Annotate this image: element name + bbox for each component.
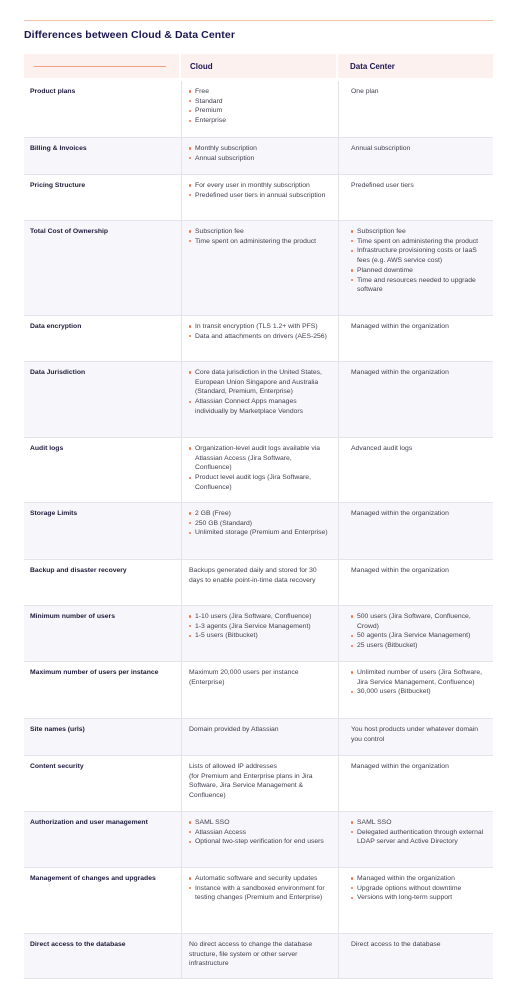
list-item: Product level audit logs (Jira Software, Confluence) — [189, 473, 330, 492]
bullet-list — [351, 874, 485, 903]
list-item: 1-10 users (Jira Software, Confluence) — [189, 612, 330, 622]
list-item: Planned downtime — [351, 266, 485, 276]
cloud-cell — [181, 606, 338, 661]
list-item: Standard — [189, 97, 330, 107]
table-row — [24, 662, 493, 719]
row-label: Maximum number of users per instance — [30, 669, 159, 676]
table-row — [24, 756, 493, 812]
cloud-cell — [181, 138, 338, 174]
data-center-cell — [338, 606, 493, 661]
header-feature-cell — [24, 54, 179, 78]
table-row — [24, 719, 493, 756]
top-divider — [24, 20, 493, 21]
list-item: 1-3 agents (Jira Service Management) — [189, 622, 330, 632]
table-row — [24, 362, 493, 438]
list-item: 2 GB (Free) — [189, 509, 330, 519]
table-header — [24, 54, 493, 78]
list-item: In transit encryption (TLS 1.2+ with PFS) — [189, 322, 330, 332]
cloud-cell — [181, 438, 338, 502]
list-item: Subscription fee — [351, 227, 485, 237]
cloud-cell — [181, 221, 338, 315]
list-item: 250 GB (Standard) — [189, 519, 330, 529]
list-item: 30,000 users (Bitbucket) — [351, 687, 485, 697]
data-center-cell — [338, 812, 493, 867]
bullet-list — [189, 144, 330, 163]
list-item: Core data jurisdiction in the United States, European Union Singapore and Australia (Standard, Premium, Enterprise) — [189, 368, 330, 397]
row-label: Authorization and user management — [30, 819, 148, 826]
list-item: Annual subscription — [189, 154, 330, 164]
header-cloud: Cloud — [181, 54, 336, 78]
data-center-cell: Direct access to the database — [338, 934, 493, 978]
table-row — [24, 316, 493, 362]
list-item: Data and attachments on drivers (AES-256) — [189, 332, 330, 342]
list-item: Organization-level audit logs available via Atlassian Access (Jira Software, Confluence) — [189, 444, 330, 473]
cloud-cell — [181, 316, 338, 361]
bullet-list — [351, 612, 485, 651]
cloud-cell: Lists of allowed IP addresses (for Premium and Enterprise plans in Jira Software, Jira Service Management & Confluence) — [181, 756, 338, 811]
comparison-table — [24, 54, 493, 979]
cloud-cell: Maximum 20,000 users per instance (Enterprise) — [181, 662, 338, 718]
row-label: Site names (urls) — [30, 726, 85, 733]
table-row — [24, 934, 493, 979]
table-row — [24, 560, 493, 606]
cloud-cell — [181, 503, 338, 559]
list-item: Infrastructure provisioning costs or IaaS fees (e.g. AWS service cost) — [351, 246, 485, 265]
cloud-cell — [181, 175, 338, 220]
bullet-list — [189, 818, 330, 847]
list-item: Atlassian Connect Apps manages individually by Marketplace Vendors — [189, 397, 330, 416]
list-item: Optional two-step verification for end users — [189, 837, 330, 847]
header-accent-line — [34, 66, 166, 67]
bullet-list — [351, 668, 485, 697]
list-item: Versions with long-term support — [351, 893, 485, 903]
row-label: Minimum number of users — [30, 613, 115, 620]
row-label: Content security — [30, 763, 84, 770]
bullet-list — [351, 818, 485, 847]
data-center-cell: Managed within the organization — [338, 316, 493, 361]
list-item: 500 users (Jira Software, Confluence, Crowd) — [351, 612, 485, 631]
list-item: Automatic software and security updates — [189, 874, 330, 884]
list-item: Delegated authentication through external LDAP server and Active Directory — [351, 828, 485, 847]
bullet-list — [189, 444, 330, 493]
list-item: Instance with a sandboxed environment for testing changes (Premium and Enterprise) — [189, 884, 330, 903]
table-row — [24, 221, 493, 316]
cloud-cell — [181, 81, 338, 137]
bullet-list — [189, 509, 330, 538]
table-row — [24, 606, 493, 662]
list-item: Managed within the organization — [351, 874, 485, 884]
row-label: Data Jurisdiction — [30, 369, 86, 376]
list-item: Monthly subscription — [189, 144, 330, 154]
list-item: Predefined user tiers in annual subscription — [189, 191, 330, 201]
table-row — [24, 138, 493, 175]
row-label: Audit logs — [30, 445, 64, 452]
data-center-cell — [338, 662, 493, 718]
list-item: For every user in monthly subscription — [189, 181, 330, 191]
bullet-list — [189, 181, 330, 200]
row-label: Data encryption — [30, 323, 82, 330]
list-item: 1-5 users (Bitbucket) — [189, 631, 330, 641]
list-item: Enterprise — [189, 116, 330, 126]
row-label: Storage Limits — [30, 510, 78, 517]
list-item: Upgrade options without downtime — [351, 884, 485, 894]
data-center-cell: Annual subscription — [338, 138, 493, 174]
list-item: Time spent on administering the product — [351, 237, 485, 247]
data-center-cell: One plan — [338, 81, 493, 137]
list-item: Atlassian Access — [189, 828, 330, 838]
row-label: Management of changes and upgrades — [30, 875, 156, 882]
data-center-cell: Managed within the organization — [338, 560, 493, 605]
data-center-cell: Predefined user tiers — [338, 175, 493, 220]
list-item: Subscription fee — [189, 227, 330, 237]
list-item: 50 agents (Jira Service Management) — [351, 631, 485, 641]
cloud-cell — [181, 362, 338, 437]
table-row — [24, 868, 493, 934]
cloud-cell: No direct access to change the database structure, file system or other server infrastructure — [181, 934, 338, 978]
row-label: Product plans — [30, 88, 76, 95]
list-item: Time and resources needed to upgrade software — [351, 276, 485, 295]
list-item: SAML SSO — [351, 818, 485, 828]
list-item: Unlimited storage (Premium and Enterprise) — [189, 528, 330, 538]
cloud-cell — [181, 868, 338, 933]
data-center-cell: Advanced audit logs — [338, 438, 493, 502]
list-item: SAML SSO — [189, 818, 330, 828]
list-item: Premium — [189, 106, 330, 116]
row-label: Total Cost of Ownership — [30, 228, 109, 235]
table-row — [24, 175, 493, 221]
table-body — [24, 81, 493, 979]
table-row — [24, 503, 493, 560]
bullet-list — [189, 87, 330, 126]
list-item: Time spent on administering the product — [189, 237, 330, 247]
row-label: Backup and disaster recovery — [30, 567, 127, 574]
data-center-cell — [338, 868, 493, 933]
data-center-cell — [338, 221, 493, 315]
list-item: Unlimited number of users (Jira Software, Jira Service Management, Confluence) — [351, 668, 485, 687]
cloud-cell — [181, 812, 338, 867]
page-title: Differences between Cloud & Data Center — [24, 29, 236, 41]
bullet-list — [189, 322, 330, 341]
row-label: Pricing Structure — [30, 182, 86, 189]
bullet-list — [189, 368, 330, 417]
table-row — [24, 81, 493, 138]
header-data-center: Data Center — [338, 54, 493, 78]
data-center-cell: You host products under whatever domain you control — [338, 719, 493, 755]
list-item: 25 users (Bitbucket) — [351, 641, 485, 651]
bullet-list — [189, 227, 330, 246]
data-center-cell: Managed within the organization — [338, 503, 493, 559]
table-row — [24, 438, 493, 503]
cloud-cell: Backups generated daily and stored for 30 days to enable point-in-time data recovery — [181, 560, 338, 605]
list-item: Free — [189, 87, 330, 97]
cloud-cell: Domain provided by Atlassian — [181, 719, 338, 755]
bullet-list — [351, 227, 485, 295]
row-label: Direct access to the database — [30, 941, 126, 948]
bullet-list — [189, 874, 330, 903]
data-center-cell: Managed within the organization — [338, 756, 493, 811]
data-center-cell: Managed within the organization — [338, 362, 493, 437]
table-row — [24, 812, 493, 868]
row-label: Billing & Invoices — [30, 145, 87, 152]
bullet-list — [189, 612, 330, 641]
